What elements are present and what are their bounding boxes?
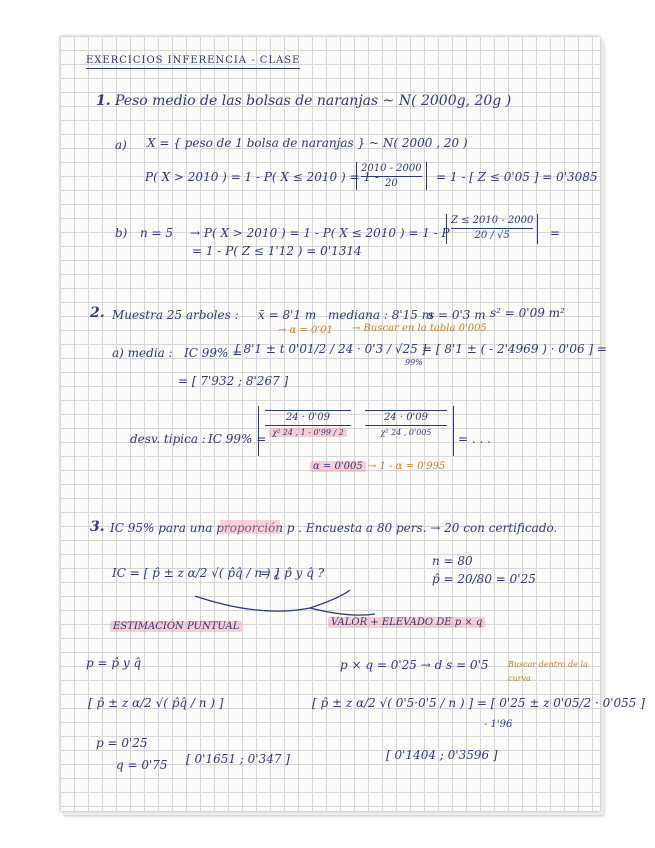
ex3-left-result: [ 0'1651 ; 0'347 ] [186,752,290,766]
ex2-ic-media-result: = [ 7'932 ; 8'267 ] [178,374,289,388]
ex3-number: 3. [90,519,105,535]
ex2-one-minus-alpha: → 1 - α = 0'995 [368,461,446,472]
ex1-b-label: b) [115,226,128,240]
ex2-root-2-num: 24 · 0'09 [365,410,447,426]
ex1-b-result: = 1 - P( Z ≤ 1'12 ) = 0'1314 [192,244,362,258]
ex3-highlight-proportion [220,520,280,534]
ex1-a-definition: X = { peso de 1 bolsa de naranjas } ~ N( 2000 , 20 ) [147,136,468,150]
ex3-p-eq: p = p̂ y q̂ [86,656,142,670]
ex2-ic-desv-dots: = . . . [458,432,491,446]
ex3-valor: VALOR + ELEVADO DE p × q [328,616,485,630]
ex2-ic-desv-label: IC 99% = [208,432,267,446]
ex2-mean: x̄ = 8'1 m [258,308,317,322]
ex1-a-result: = 1 - [ Z ≤ 0'05 ] = 0'3085 [436,170,598,184]
ex1-a-calc: P( X > 2010 ) = 1 - P( X ≤ 2010 ) = 1 - [145,170,379,184]
ex2-ic-media-label: IC 99% = [184,346,243,360]
ex1-heading: Peso medio de las bolsas de naranjas ~ N( 2000g, 20g ) [115,93,512,109]
ex1-a-fraction-den: 20 [384,178,398,189]
ex2-s: s = 0'3 m [428,308,486,322]
ex1-b-fraction-den: 20 / √5 [474,230,510,241]
ex3-right-formula: [ p̂ ± z α/2 √( 0'5·0'5 / n ) ] = [ 0'25 ± z 0'05/2 · 0'055 ] [312,696,645,710]
ex3-q-val: q = 0'75 [116,758,168,772]
page-title: EXERCICIOS INFERENCIA - CLASE [86,54,300,69]
ex3-pq: p × q = 0'25 → d s = 0'5 [340,658,489,672]
ex2-alpha-note: → α = 0'01 [278,325,333,336]
ex3-z-value: - 1'96 [484,719,513,730]
ex2-media-label: a) media : [112,346,173,360]
ex2-ic-media-sub: 99% [405,358,423,367]
ex3-phat: p̂ = 20/80 = 0'25 [432,572,536,586]
ex1-b-calc: → P( X > 2010 ) = 1 - P( X ≤ 2010 ) = 1 - P [190,226,450,240]
ex3-formula: IC = [ p̂ ± z α/2 √( p̂q̂ / n ) ] [112,566,280,580]
ex1-number: 1. [96,93,111,109]
ex2-number: 2. [90,305,105,321]
ex2-root-2 [365,410,447,440]
ex1-b-equals: = [550,226,561,240]
ex1-a-bracket [356,162,427,190]
ex3-right-result: [ 0'1404 ; 0'3596 ] [386,748,498,762]
notebook-page [60,36,645,811]
ex3-brace [190,588,380,618]
ex2-median: mediana : 8'15 m [328,308,434,322]
ex2-s2: s² = 0'09 m² [490,306,565,320]
ex3-n: n = 80 [432,554,473,568]
ex1-a-fraction-num: 2010 - 2000 [361,162,422,177]
ex2-table-note: → Buscar en la tabla 0'005 [352,323,487,334]
ex2-desv-label: desv. tipica : [130,432,206,446]
ex2-heading: Muestra 25 arboles : [112,308,239,322]
ex2-ic-media-rhs: = [ 8'1 ± ( - 2'4969 ) · 0'06 ] = [422,342,607,356]
ex3-left-formula: [ p̂ ± z α/2 √( p̂q̂ / n ) ] [88,696,224,710]
ex3-note-orange: Buscar dentro de la curva [508,660,588,683]
ex3-p-val: p = 0'25 [96,736,148,750]
ex2-root-1-num: 24 · 0'09 [265,410,351,426]
ex2-root-1 [265,410,351,440]
ex3-question: = ¿ p̂ y q̂ ? [260,566,325,580]
ex1-b-bracket [446,214,538,244]
ex2-ic-desv-bracket [258,406,454,456]
ex3-estimacion: ESTIMACIÓN PUNTUAL [110,620,242,634]
ex1-a-label: a) [115,138,127,152]
ex2-root-2-den: χ² 24 , 0'005 [380,428,432,437]
ex1-b-fraction-num: Z ≤ 2010 - 2000 [451,214,533,229]
ex2-root-1-den: χ² 24 , 1 - 0'99 / 2 [265,426,351,440]
ex1-b-n: n = 5 [140,226,174,240]
ex3-heading: IC 95% para una proporción p . Encuesta a 80 pers. → 20 con certificado. [110,521,558,535]
ex2-ic-media-expr: [ 8'1 ± t 0'01/2 / 24 · 0'3 / √25 ] [235,342,427,356]
ex2-alpha-half: α = 0'005 [310,460,366,474]
